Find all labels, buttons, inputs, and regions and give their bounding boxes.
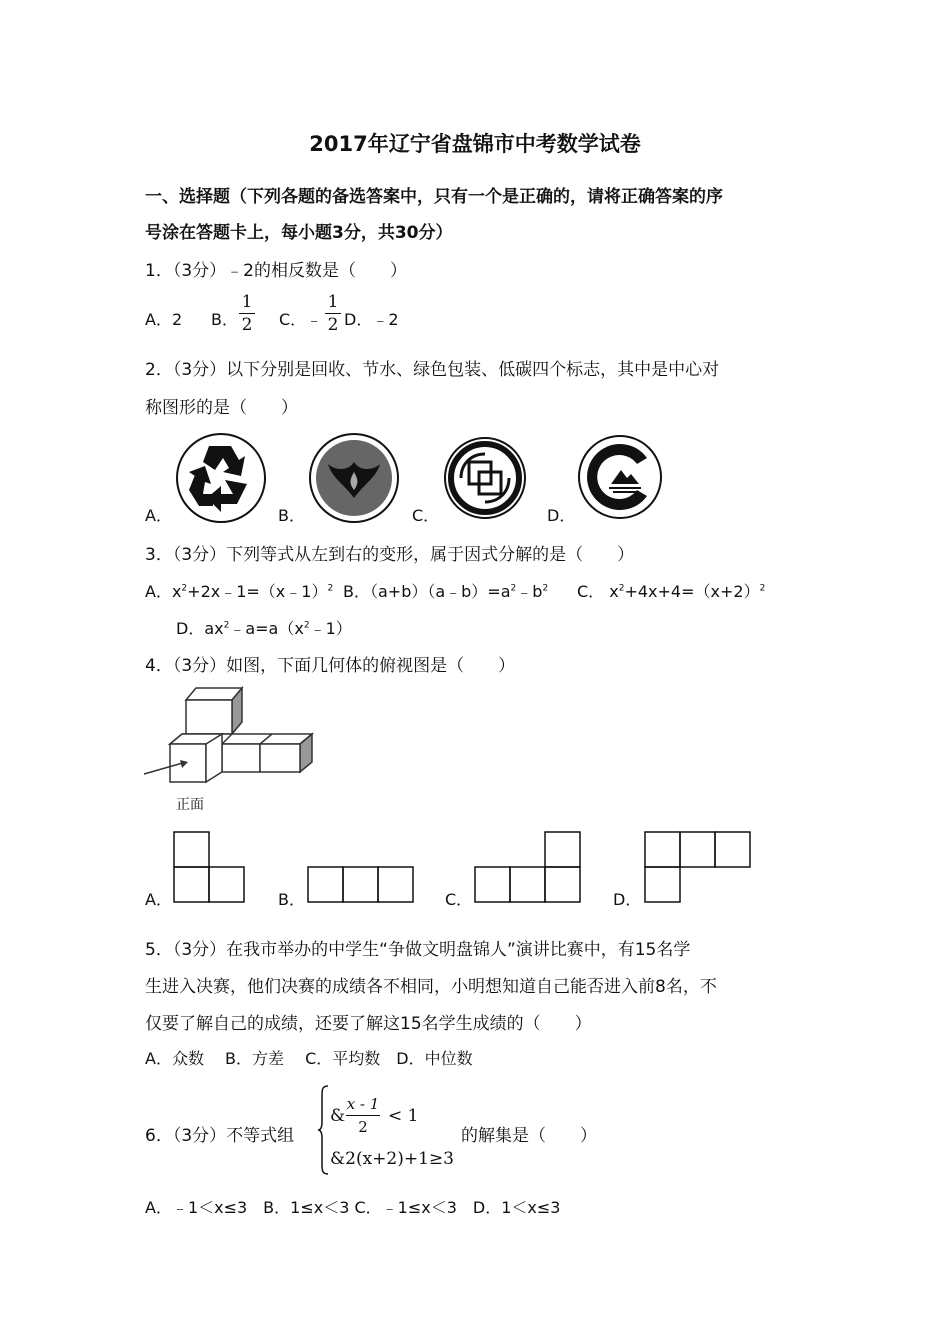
q6-row2: &2(x+2)+1≥3 [330,1149,454,1169]
q2-stem-line1: 2．（3分）以下分别是回收、节水、绿色包装、低碳四个标志，其中是中心对 [145,360,720,380]
q1-option-c: C．﹣ [279,310,323,329]
fraction-bar [239,313,255,314]
q3-stem: 3．（3分）下列等式从左到右的变形，属于因式分解的是（ ） [145,545,635,565]
q4-option-a-figure [172,830,248,904]
section-heading-line1: 一、选择题（下列各题的备选答案中，只有一个是正确的，请将正确答案的序 [145,187,723,207]
left-brace-icon [316,1084,330,1176]
q5-stem-line2: 生进入决赛，他们决赛的成绩各不相同，小明想知道自己能否进入前8名，不 [145,977,717,997]
q3-d-sq2: 2 [303,620,310,631]
q3-a-mid: +2x﹣1=（x﹣1） [187,582,328,601]
q2-label-d: D． [547,506,576,525]
geometry-solid-figure [140,682,320,792]
q3-d-sq1: 2 [223,620,230,631]
q3-option-a [145,579,333,602]
fraction-bar [325,313,341,314]
q1-c-numerator: 1 [327,292,339,312]
q1-option-a: A．2 [145,310,183,329]
q4-label-c: C． [445,890,473,909]
q6-row1-denominator: 2 [358,1118,368,1136]
q4-label-b: B． [278,890,305,909]
q6-row1-numerator: x - 1 [346,1095,380,1113]
q3-b-sq: 2 [510,583,517,594]
q4-label-d: D． [613,890,642,909]
q6-row1-relation: < 1 [388,1106,419,1126]
q4-option-b-figure [306,865,416,905]
q3-option-c [577,579,765,602]
q1-b-denominator: 2 [241,315,253,335]
front-view-label: 正面 [176,797,204,813]
green-packaging-logo-icon [443,436,527,520]
q1-fraction-b [239,292,255,335]
q4-stem: 4．（3分）如图，下面几何体的俯视图是（ ） [145,656,516,676]
water-saving-logo-icon [308,432,400,524]
q3-d-mid: ﹣a=a（x [229,619,304,638]
q3-a-exp: 2 [327,583,334,594]
section-heading-line2: 号涂在答题卡上，每小题3分，共30分） [145,223,453,243]
q2-stem-line2: 称图形的是（ ） [145,398,298,418]
q3-b-pre: B．（a+b）（a﹣b）=a [343,582,511,601]
low-carbon-logo-icon [577,434,663,520]
fraction-bar [346,1115,380,1116]
q6-stem: 6．（3分）不等式组 [145,1126,295,1146]
q2-label-c: C． [412,506,440,525]
q3-c-mid: +4x+4=（x+2） [624,582,760,601]
q3-d-pre: D．ax [176,619,224,638]
q3-b-exp: 2 [542,583,549,594]
q6-options: A．﹣1＜x≤3 B．1≤x＜3 C．﹣1≤x＜3 D．1＜x≤3 [145,1198,561,1217]
q4-option-c-figure [473,830,583,904]
recycle-logo-icon [175,432,267,524]
q6-row1-amp: & [330,1106,346,1126]
q5-stem-line1: 5．（3分）在我市举办的中学生“争做文明盘锦人”演讲比赛中，有15名学 [145,940,691,960]
q3-option-b [343,579,548,602]
q3-d-end: ﹣1） [309,619,352,638]
page-title: 2017年辽宁省盘锦市中考数学试卷 [309,132,641,156]
q1-b-numerator: 1 [241,292,253,312]
q6-row1-fraction [346,1094,380,1137]
q1-fraction-c [325,292,341,335]
q2-label-a: A． [145,506,172,525]
q5-stem-line3: 仅要了解自己的成绩，还要了解这15名学生成绩的（ ） [145,1014,592,1034]
q6-tail: 的解集是（ ） [461,1126,597,1146]
q3-b-mid: ﹣b [516,582,543,601]
q2-label-b: B． [278,506,305,525]
q1-c-denominator: 2 [327,315,339,335]
q3-c-exp: 2 [759,583,766,594]
q3-a-sq: 2 [181,583,188,594]
q1-option-d: D．﹣2 [344,310,399,329]
q4-label-a: A． [145,890,172,909]
q3-c-sq: 2 [618,583,625,594]
q1-stem: 1．（3分）﹣2的相反数是（ ） [145,261,407,281]
q4-option-d-figure [643,830,753,904]
q3-option-d [176,616,352,639]
q3-a-pre: A．x [145,582,182,601]
q5-options: A．众数 B．方差 C．平均数 D．中位数 [145,1049,473,1068]
q3-c-pre: C． x [577,582,619,601]
q1-option-b: B． [211,310,238,329]
